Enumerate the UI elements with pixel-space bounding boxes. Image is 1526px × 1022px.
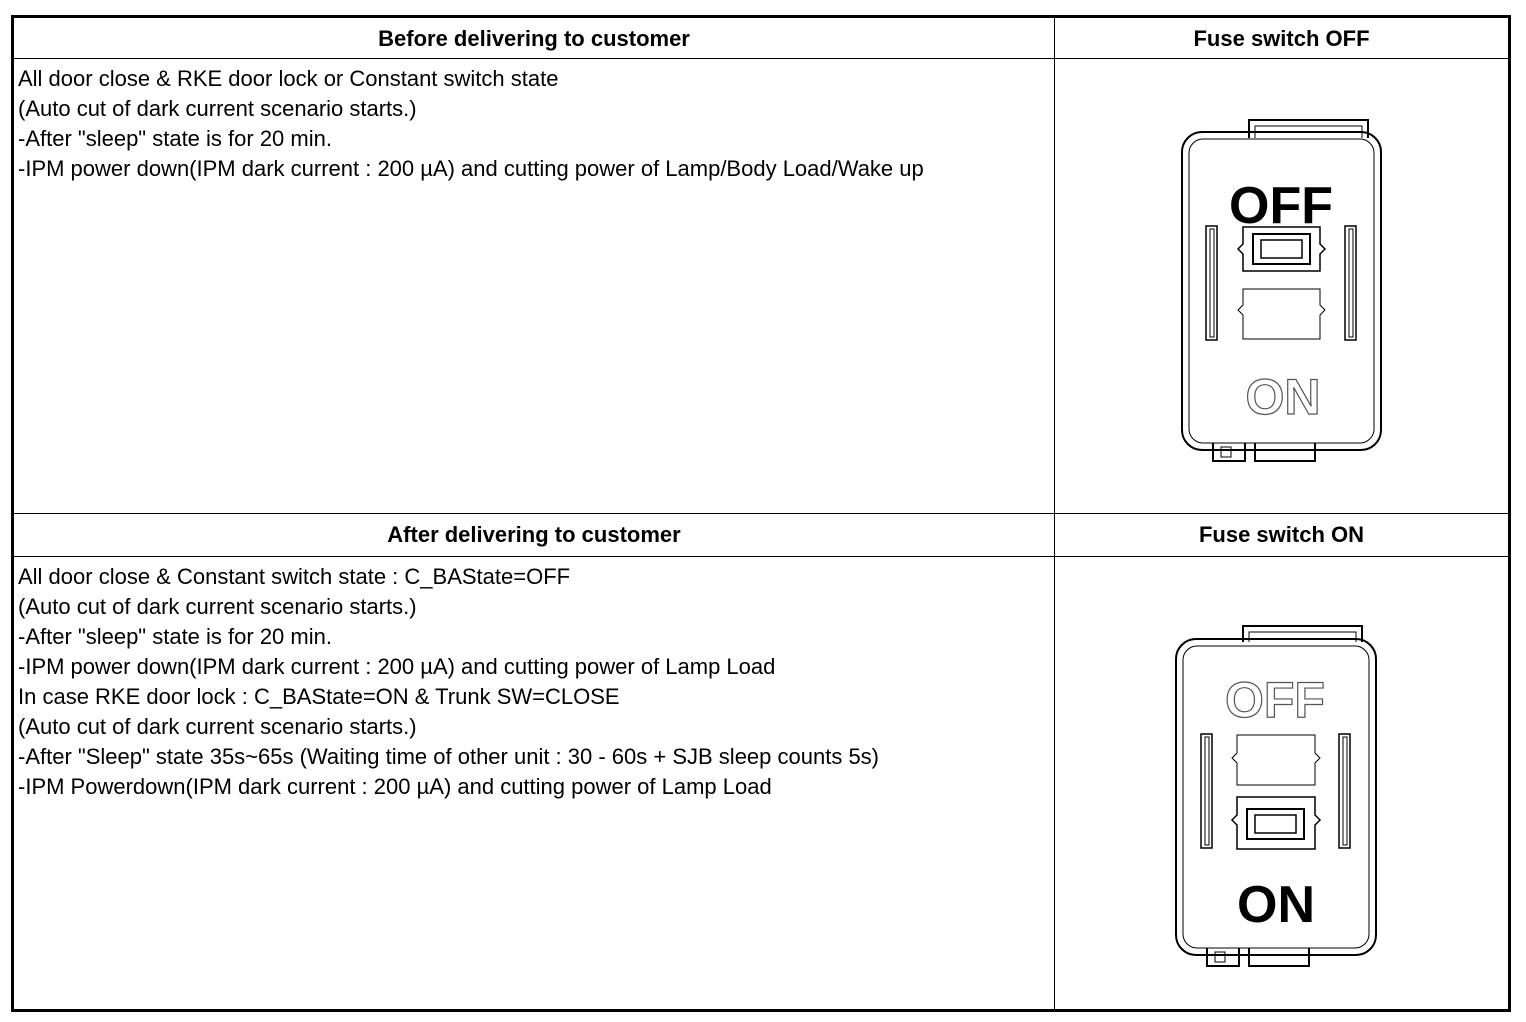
- switch-off-label: OFF: [1225, 672, 1325, 728]
- section-heading-after: After delivering to customer: [387, 522, 681, 547]
- switch-heading-off: Fuse switch OFF: [1193, 26, 1370, 51]
- body-line: -After "sleep" state is for 20 min.: [18, 624, 332, 649]
- switch-figure-cell-off: [1055, 59, 1508, 513]
- body-line: -IPM Powerdown(IPM dark current : 200 µA) and cutting power of Lamp Load: [18, 774, 772, 799]
- fuse-switch-on-illustration: [1055, 557, 1508, 1009]
- body-line: (Auto cut of dark current scenario starts.): [18, 714, 417, 739]
- body-line: In case RKE door lock : C_BAState=ON & Trunk SW=CLOSE: [18, 684, 620, 709]
- body-line: -After "Sleep" state 35s~65s (Waiting time of other unit : 30 - 60s + SJB sleep counts 5s): [18, 744, 880, 769]
- section-body-after: [14, 557, 1054, 1009]
- body-line: All door close & Constant switch state : C_BAState=OFF: [18, 564, 571, 589]
- switch-heading-on: Fuse switch ON: [1198, 522, 1365, 547]
- switch-figure-cell-on: [1055, 557, 1508, 1009]
- body-line: -After "sleep" state is for 20 min.: [18, 126, 332, 151]
- fuse-switch-off-illustration: [1055, 59, 1508, 513]
- body-line: -IPM power down(IPM dark current : 200 µA) and cutting power of Lamp/Body Load/Wake up: [18, 156, 924, 181]
- body-line: -IPM power down(IPM dark current : 200 µA) and cutting power of Lamp Load: [18, 654, 776, 679]
- switch-off-label: OFF: [1229, 177, 1333, 235]
- switch-on-label: ON: [1245, 369, 1321, 425]
- section-body-before: [14, 59, 1054, 513]
- fuse-switch-table: [11, 15, 1511, 1012]
- body-line: (Auto cut of dark current scenario starts.): [18, 96, 417, 121]
- section-heading-before: Before delivering to customer: [378, 26, 690, 51]
- switch-on-label: ON: [1237, 876, 1315, 934]
- body-line: All door close & RKE door lock or Constant switch state: [18, 66, 559, 91]
- body-line: (Auto cut of dark current scenario starts.): [18, 594, 417, 619]
